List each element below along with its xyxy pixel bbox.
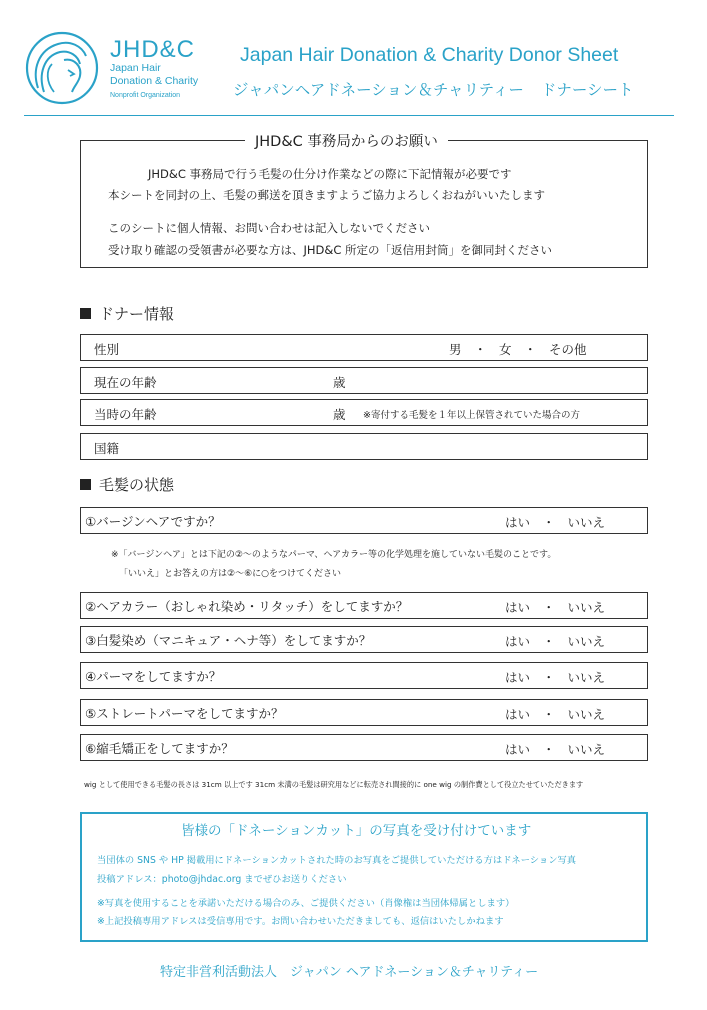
virgin-hair-instruction: 「いいえ」とお答えの方は②〜⑥に○をつけてください — [119, 569, 341, 579]
gender-label: 性別 — [94, 342, 120, 357]
nationality-label: 国籍 — [94, 441, 120, 456]
question-4-label: ④パーマをしてますか？ — [85, 669, 222, 684]
question-row-1[interactable] — [80, 507, 648, 534]
logo-line-1: Japan Hair — [110, 62, 161, 74]
footer-organization: 特定非営利活動法人 ジャパン ヘアドネーション＆チャリティー — [160, 965, 539, 980]
virgin-hair-note: ※「バージンヘア」とは下記の②〜のようなパーマ、ヘアカラー等の化学処理を施していない毛髪のことです。 — [111, 550, 557, 560]
question-3-label: ③白髪染め（マニキュア・ヘナ等）をしてますか？ — [85, 633, 372, 648]
question-3-answer[interactable]: はい ・ いいえ — [505, 634, 606, 649]
section-square-icon — [80, 479, 91, 490]
question-5-answer[interactable]: はい ・ いいえ — [505, 707, 606, 722]
logo-line-2: Donation & Charity — [110, 75, 199, 87]
question-row-3[interactable] — [80, 626, 648, 653]
past-age-note: ※寄付する毛髪を１年以上保管されていた場合の方 — [363, 410, 580, 421]
photo-line-4: ※上記投稿専用アドレスは受信専用です。お問い合わせいただきましても、返信はいたしかねます — [97, 916, 504, 927]
notice-line-1: JHD&C 事務局で行う毛髪の仕分け作業などの際に下記情報が必要です — [148, 167, 512, 181]
hair-section-label: 毛髪の状態 — [99, 476, 175, 494]
question-row-4[interactable] — [80, 662, 648, 689]
header-divider — [24, 115, 674, 116]
question-2-label: ②ヘアカラー（おしゃれ染め・リタッチ）をしてますか？ — [85, 599, 409, 614]
notice-line-2: 本シートを同封の上、毛髪の郵送を頂きますようご協力よろしくおねがいいたします — [108, 188, 545, 202]
current-age-unit: 歳 — [333, 375, 346, 390]
past-age-unit: 歳 — [333, 407, 346, 422]
logo-text: JHD&C — [110, 36, 196, 63]
question-6-label: ⑥縮毛矯正をしてますか？ — [85, 741, 234, 756]
gender-options[interactable]: 男 ・ 女 ・ その他 — [449, 342, 587, 357]
notice-line-4: 受け取り確認の受領書が必要な方は、JHD&C 所定の「返信用封筒」を御同封ください — [108, 243, 553, 257]
question-5-label: ⑤ストレートパーマをしてますか？ — [85, 706, 284, 721]
nationality-row[interactable] — [80, 433, 648, 460]
photo-request-title: 皆様の「ドネーションカット」の写真を受け付けています — [181, 823, 532, 839]
wig-length-note: wig として使用できる毛髪の長さは 31cm 以上です 31cm 未満の毛髪は研究用などに転売され間接的に one wig の制作費として役立たせていただきます — [84, 780, 584, 789]
notice-title: JHD&C 事務局からのお願い — [245, 130, 448, 151]
question-row-2[interactable] — [80, 592, 648, 619]
question-1-label: ①バージンヘアですか？ — [85, 514, 221, 529]
donor-section-title — [80, 303, 174, 324]
section-square-icon — [80, 308, 91, 319]
hair-section-title — [80, 474, 174, 495]
question-2-answer[interactable]: はい ・ いいえ — [505, 600, 606, 615]
question-4-answer[interactable]: はい ・ いいえ — [505, 670, 606, 685]
current-age-label: 現在の年齢 — [94, 375, 157, 390]
photo-line-2: 投稿アドレス：photo@jhdac.org までぜひお送りください — [97, 874, 347, 885]
title-japanese: ジャパンヘアドネーション＆チャリティー ドナーシート — [233, 81, 634, 99]
question-row-5[interactable] — [80, 699, 648, 726]
gender-row[interactable] — [80, 334, 648, 361]
current-age-row[interactable] — [80, 367, 648, 394]
past-age-label: 当時の年齢 — [94, 407, 157, 422]
past-age-row[interactable] — [80, 399, 648, 426]
photo-line-3: ※写真を使用することを承諾いただける場合のみ、ご提供ください（肖像権は当団体帰属とします） — [97, 898, 515, 909]
donor-section-label: ドナー情報 — [99, 305, 175, 323]
question-row-6[interactable] — [80, 734, 648, 761]
photo-line-1: 当団体の SNS や HP 掲載用にドネーションカットされた時のお写真をご提供していただける方はドネーション写真 — [97, 855, 577, 866]
logo-line-3: Nonprofit Organization — [110, 92, 181, 99]
question-6-answer[interactable]: はい ・ いいえ — [505, 742, 606, 757]
jhdc-logo — [24, 30, 100, 106]
question-1-answer[interactable]: はい ・ いいえ — [505, 515, 606, 530]
title-english: Japan Hair Donation & Charity Donor Sheet — [240, 44, 619, 66]
notice-line-3: このシートに個人情報、お問い合わせは記入しないでください — [108, 221, 430, 235]
